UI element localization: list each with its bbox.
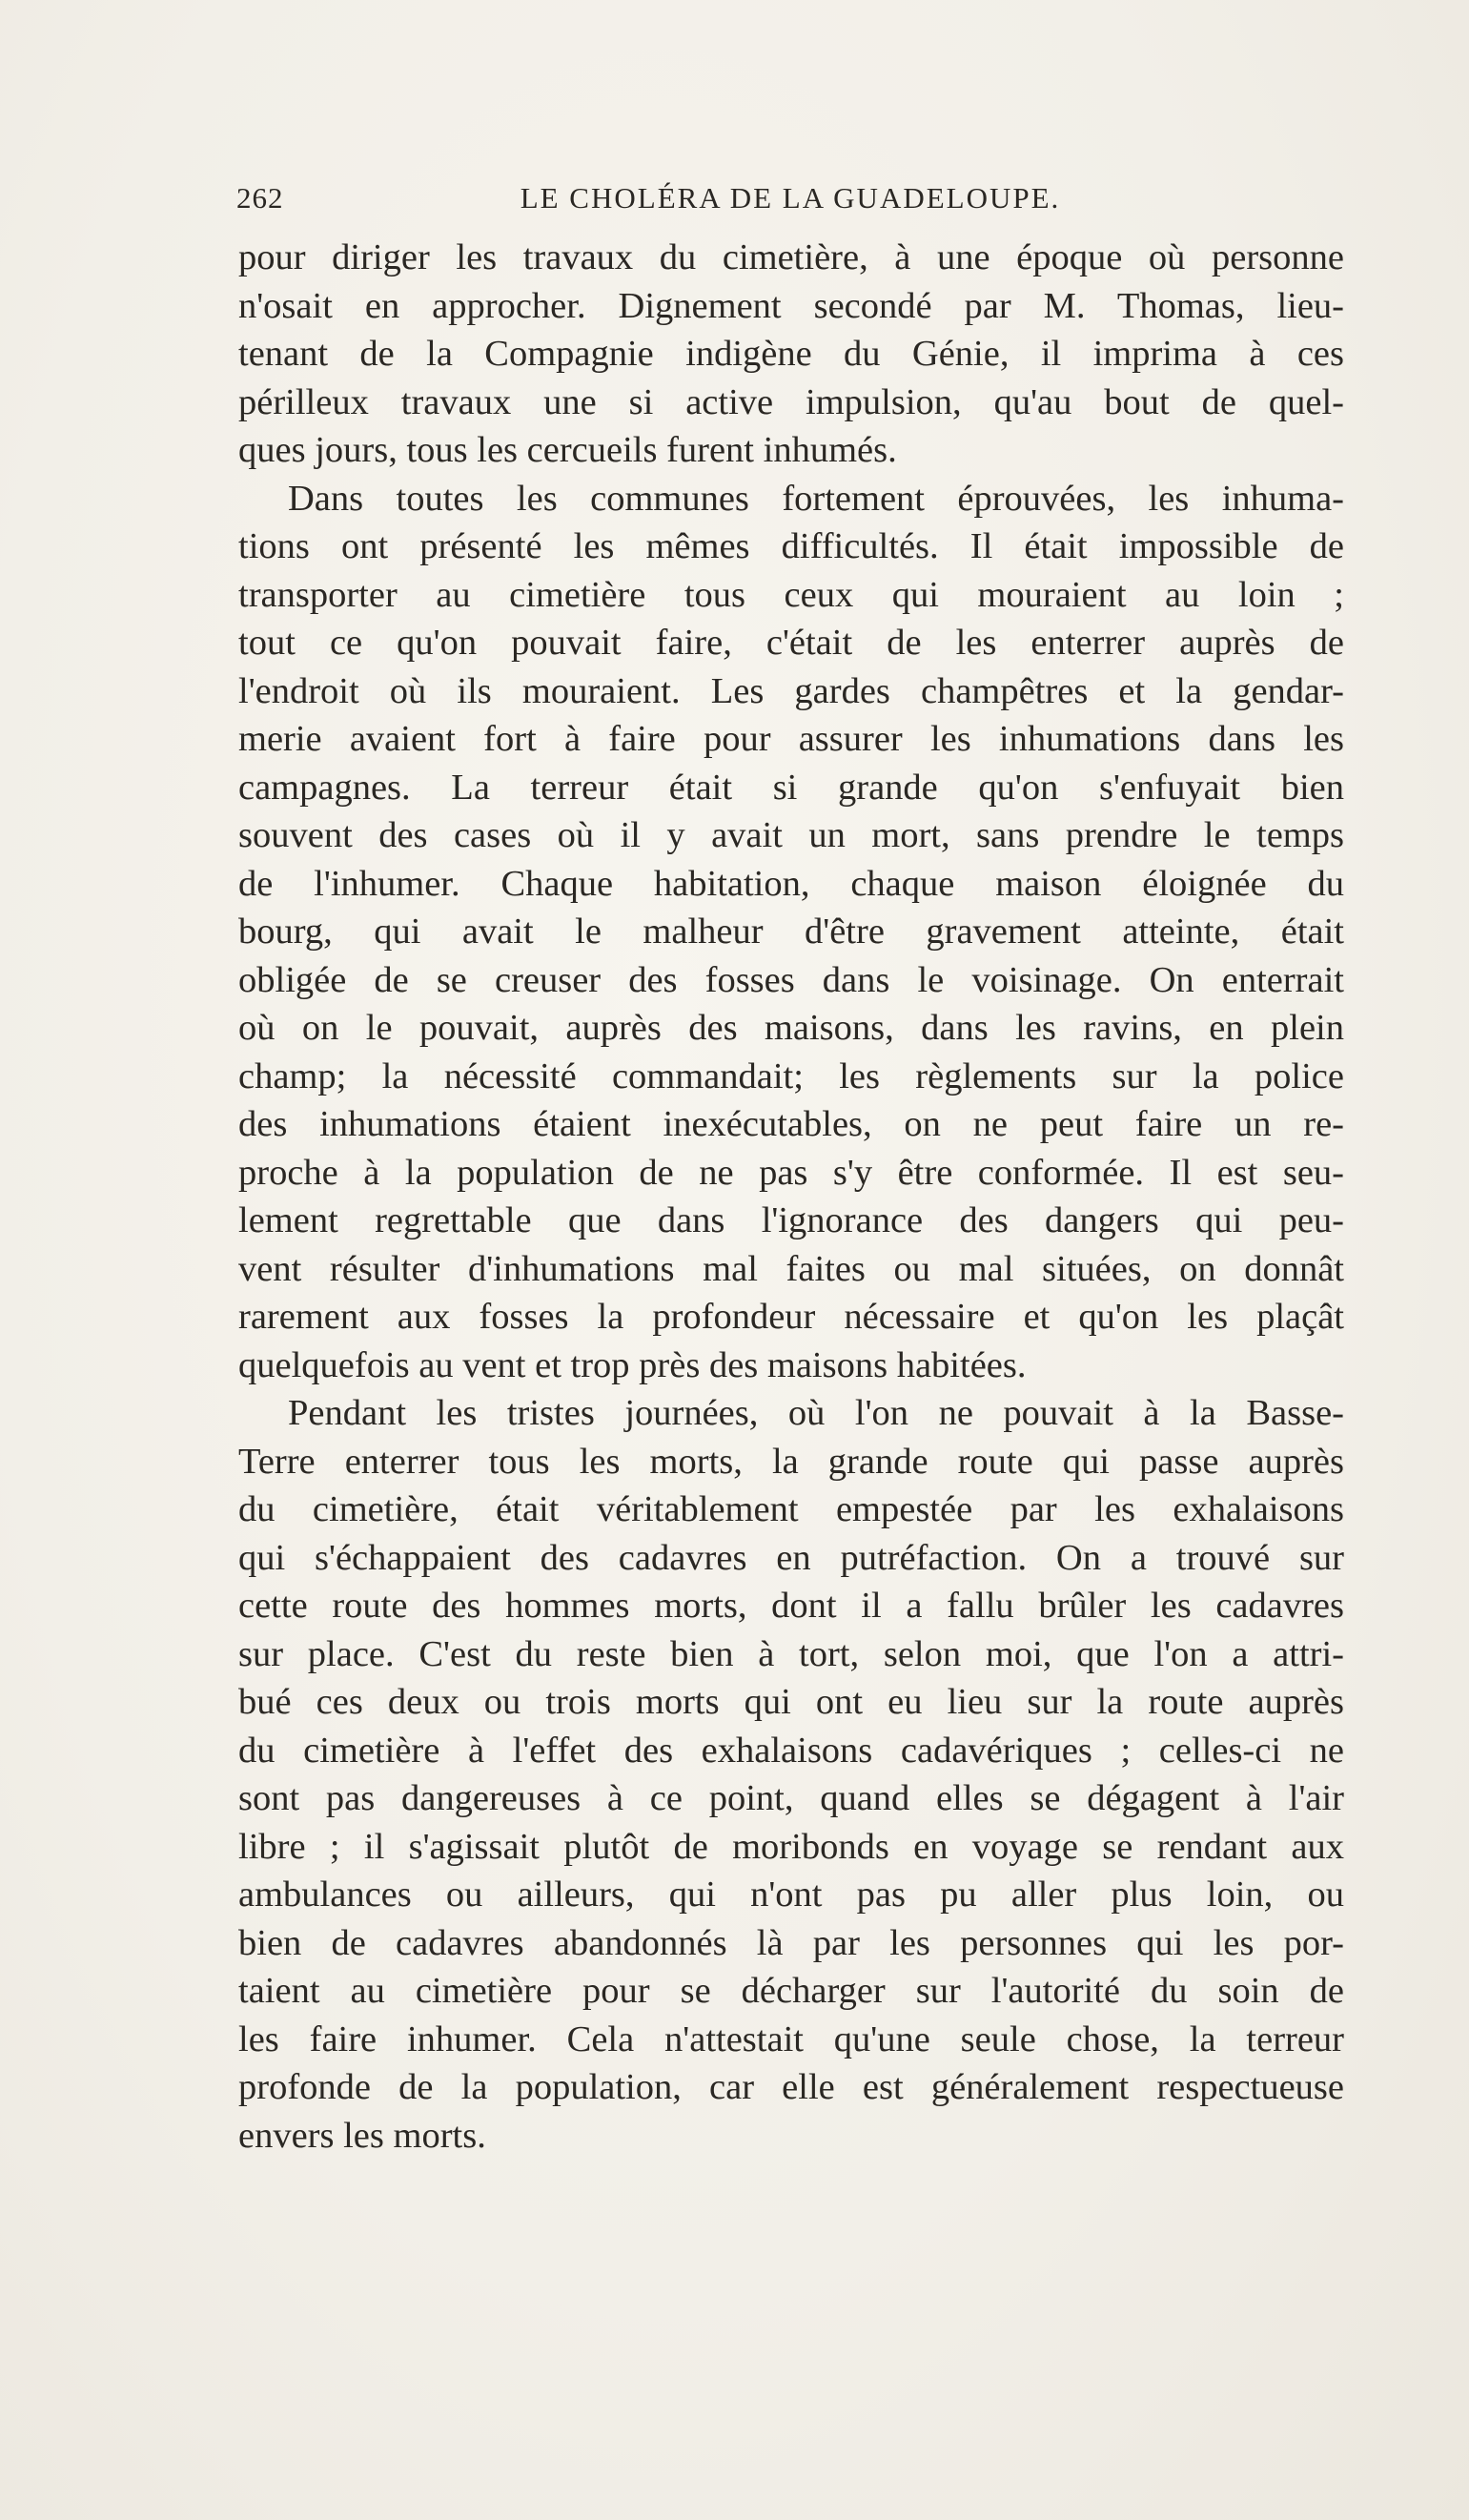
text-line: des inhumations étaient inexécutables, on ne peut faire un re- <box>238 1104 1344 1144</box>
text-line: bien de cadavres abandonnés là par les personnes qui les por- <box>238 1922 1344 1963</box>
text-line: proche à la population de ne pas s'y être conformée. Il est seu- <box>238 1152 1344 1193</box>
text-line: ambulances ou ailleurs, qui n'ont pas pu aller plus loin, ou <box>238 1875 1344 1915</box>
text-line: sont pas dangereuses à ce point, quand elles se dégagent à l'air <box>238 1778 1344 1818</box>
page-header <box>236 181 1344 229</box>
text-line: ques jours, tous les cercueils furent inhumés. <box>238 430 897 470</box>
paragraph <box>238 475 1344 1390</box>
text-line: sur place. C'est du reste bien à tort, selon moi, que l'on a attri- <box>238 1633 1344 1674</box>
body-text <box>238 234 1344 2160</box>
text-line: tenant de la Compagnie indigène du Génie, il imprima à ces <box>238 334 1344 374</box>
text-line: de l'inhumer. Chaque habitation, chaque maison éloignée du <box>238 863 1344 904</box>
text-line: Pendant les tristes journées, où l'on ne pouvait à la Basse- <box>288 1393 1344 1433</box>
text-line: l'endroit où ils mouraient. Les gardes champêtres et la gendar- <box>238 670 1344 711</box>
text-line: du cimetière à l'effet des exhalaisons cadavériques ; celles-ci ne <box>238 1730 1344 1771</box>
paragraph <box>238 234 1344 475</box>
text-line: transporter au cimetière tous ceux qui mouraient au loin ; <box>238 574 1344 615</box>
text-line: quelquefois au vent et trop près des maisons habitées. <box>238 1344 1027 1385</box>
text-line: profonde de la population, car elle est généralement respectueuse <box>238 2067 1344 2107</box>
text-line: campagnes. La terreur était si grande qu'on s'enfuyait bien <box>238 767 1344 808</box>
running-title: LE CHOLÉRA DE LA GUADELOUPE. <box>520 181 1061 215</box>
text-line: du cimetière, était véritablement empestée par les exhalaisons <box>238 1489 1344 1529</box>
text-line: pour diriger les travaux du cimetière, à une époque où personne <box>238 237 1344 277</box>
text-line: tout ce qu'on pouvait faire, c'était de les enterrer auprès de <box>238 623 1344 663</box>
text-line: n'osait en approcher. Dignement secondé par M. Thomas, lieu- <box>238 285 1344 326</box>
text-line: taient au cimetière pour se décharger sur l'autorité du soin de <box>238 1971 1344 2011</box>
text-line: Terre enterrer tous les morts, la grande route qui passe auprès <box>238 1441 1344 1482</box>
text-line: tions ont présenté les mêmes difficultés. Il était impossible de <box>238 526 1344 566</box>
text-line: libre ; il s'agissait plutôt de moribonds en voyage se rendant aux <box>238 1826 1344 1867</box>
text-line: souvent des cases où il y avait un mort, sans prendre le temps <box>238 815 1344 855</box>
text-line: lement regrettable que dans l'ignorance des dangers qui peu- <box>238 1200 1344 1240</box>
text-line: les faire inhumer. Cela n'attestait qu'une seule chose, la terreur <box>238 2018 1344 2059</box>
text-line: merie avaient fort à faire pour assurer les inhumations dans les <box>238 719 1344 759</box>
text-line: champ; la nécessité commandait; les règlements sur la police <box>238 1055 1344 1096</box>
text-line: périlleux travaux une si active impulsion, qu'au bout de quel- <box>238 381 1344 422</box>
text-line: rarement aux fosses la profondeur nécessaire et qu'on les plaçât <box>238 1297 1344 1337</box>
text-line: obligée de se creuser des fosses dans le voisinage. On enterrait <box>238 959 1344 1000</box>
text-line: où on le pouvait, auprès des maisons, dans les ravins, en plein <box>238 1008 1344 1048</box>
text-line: qui s'échappaient des cadavres en putréfaction. On a trouvé sur <box>238 1537 1344 1578</box>
text-line: bourg, qui avait le malheur d'être gravement atteinte, était <box>238 912 1344 952</box>
page-number: 262 <box>236 181 284 215</box>
text-line: bué ces deux ou trois morts qui ont eu lieu sur la route auprès <box>238 1682 1344 1722</box>
text-line: envers les morts. <box>238 2115 486 2156</box>
text-line: Dans toutes les communes fortement éprouvées, les inhuma- <box>288 478 1344 519</box>
text-line: vent résulter d'inhumations mal faites ou mal situées, on donnât <box>238 1248 1344 1289</box>
paragraph <box>238 1389 1344 2160</box>
text-line: cette route des hommes morts, dont il a fallu brûler les cadavres <box>238 1586 1344 1626</box>
